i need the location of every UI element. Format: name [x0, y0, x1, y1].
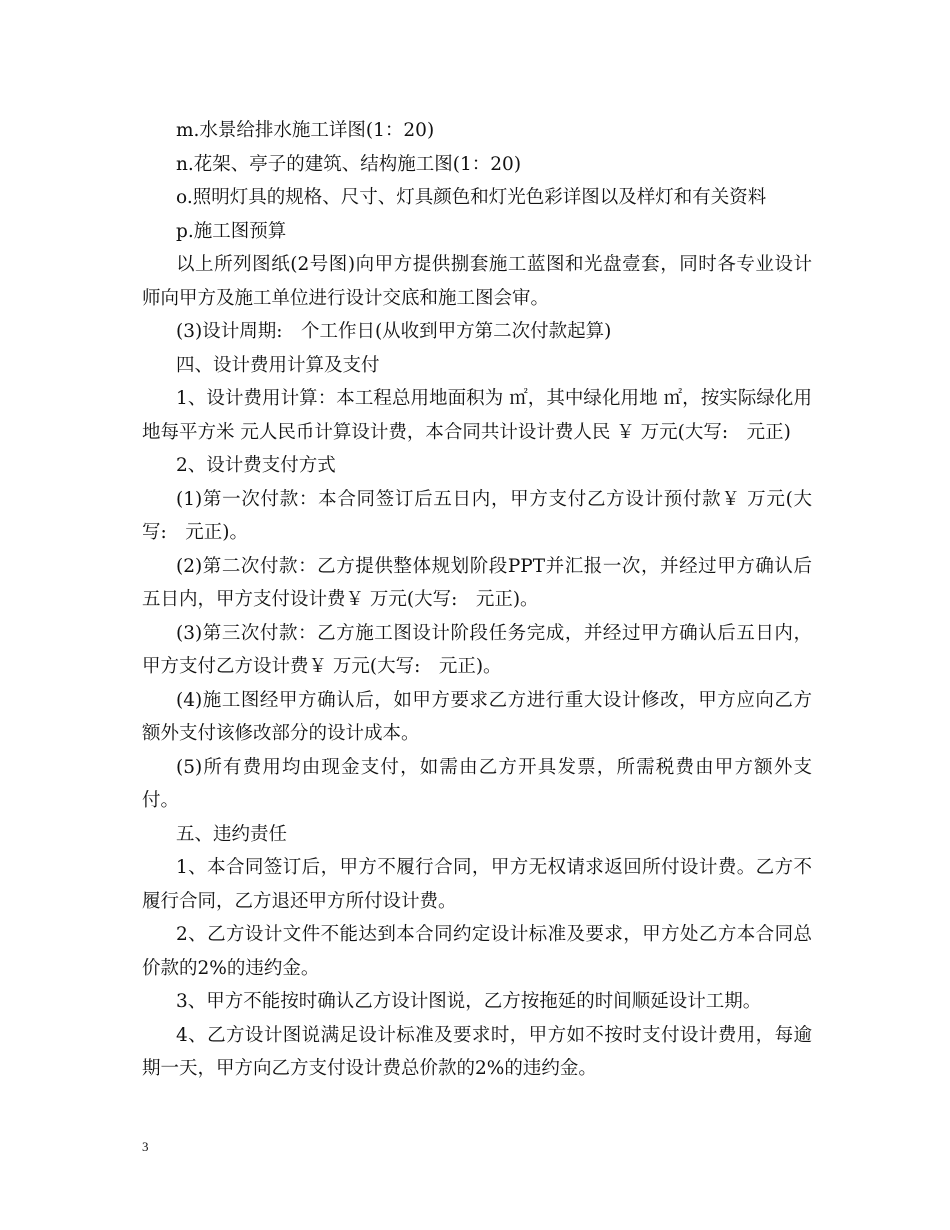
paragraph-liability-4: 4、乙方设计图说满足设计标准及要求时，甲方如不按时支付设计费用，每逾期一天，甲方向乙方支付设计费总价款的2%的违约金。 [142, 1024, 812, 1079]
page-number: 3 [142, 1139, 149, 1154]
section-heading-fees: 四、设计费用计算及支付 [176, 354, 380, 376]
paragraph-liability-2: 2、乙方设计文件不能达到本合同约定设计标准及要求，甲方处乙方本合同总价款的2%的违约金。 [142, 924, 812, 979]
list-item-o: o.照明灯具的规格、尺寸、灯具颜色和灯光色彩详图以及样灯和有关资料 [176, 187, 767, 208]
list-item-p: p.施工图预算 [176, 220, 287, 242]
paragraph-modification-cost: (4)施工图经甲方确认后，如甲方要求乙方进行重大设计修改，甲方应向乙方额外支付该修改部分的设计成本。 [142, 689, 812, 744]
paragraph-second-payment: (2)第二次付款：乙方提供整体规划阶段PPT并汇报一次，并经过甲方确认后五日内，甲方支付设计费￥ 万元(大写: 元正)。 [142, 555, 812, 610]
paragraph-liability-3: 3、甲方不能按时确认乙方设计图说，乙方按拖延的时间顺延设计工期。 [176, 991, 762, 1012]
list-item-n: n.花架、亭子的建筑、结构施工图(1：20) [176, 153, 522, 175]
document-body [142, 114, 812, 1086]
list-item-m: m.水景给排水施工详图(1：20) [176, 120, 435, 141]
paragraph-drawings-delivery: 以上所列图纸(2号图)向甲方提供捌套施工蓝图和光盘壹套，同时各专业设计师向甲方及施工单位进行设计交底和施工图会审。 [142, 254, 812, 309]
paragraph-payment-method: 2、设计费支付方式 [176, 455, 336, 476]
paragraph-fee-calculation: 1、设计费用计算：本工程总用地面积为 ㎡，其中绿化用地 ㎡，按实际绿化用地每平方米 元人民币计算设计费，本合同共计设计费人民 ￥ 万元(大写: 元正) [142, 388, 812, 443]
section-heading-liability: 五、违约责任 [176, 823, 288, 845]
paragraph-design-period: (3)设计周期: 个工作日(从收到甲方第二次付款起算) [176, 321, 612, 342]
paragraph-third-payment: (3)第三次付款：乙方施工图设计阶段任务完成，并经过甲方确认后五日内，甲方支付乙方设计费￥ 万元(大写: 元正)。 [142, 622, 812, 677]
paragraph-liability-1: 1、本合同签订后，甲方不履行合同，甲方无权请求返回所付设计费。乙方不履行合同，乙方退还甲方所付设计费。 [142, 857, 812, 912]
paragraph-cash-payment: (5)所有费用均由现金支付，如需由乙方开具发票，所需税费由甲方额外支付。 [142, 756, 812, 811]
paragraph-first-payment: (1)第一次付款：本合同签订后五日内，甲方支付乙方设计预付款￥ 万元(大写: 元正)。 [142, 488, 812, 543]
